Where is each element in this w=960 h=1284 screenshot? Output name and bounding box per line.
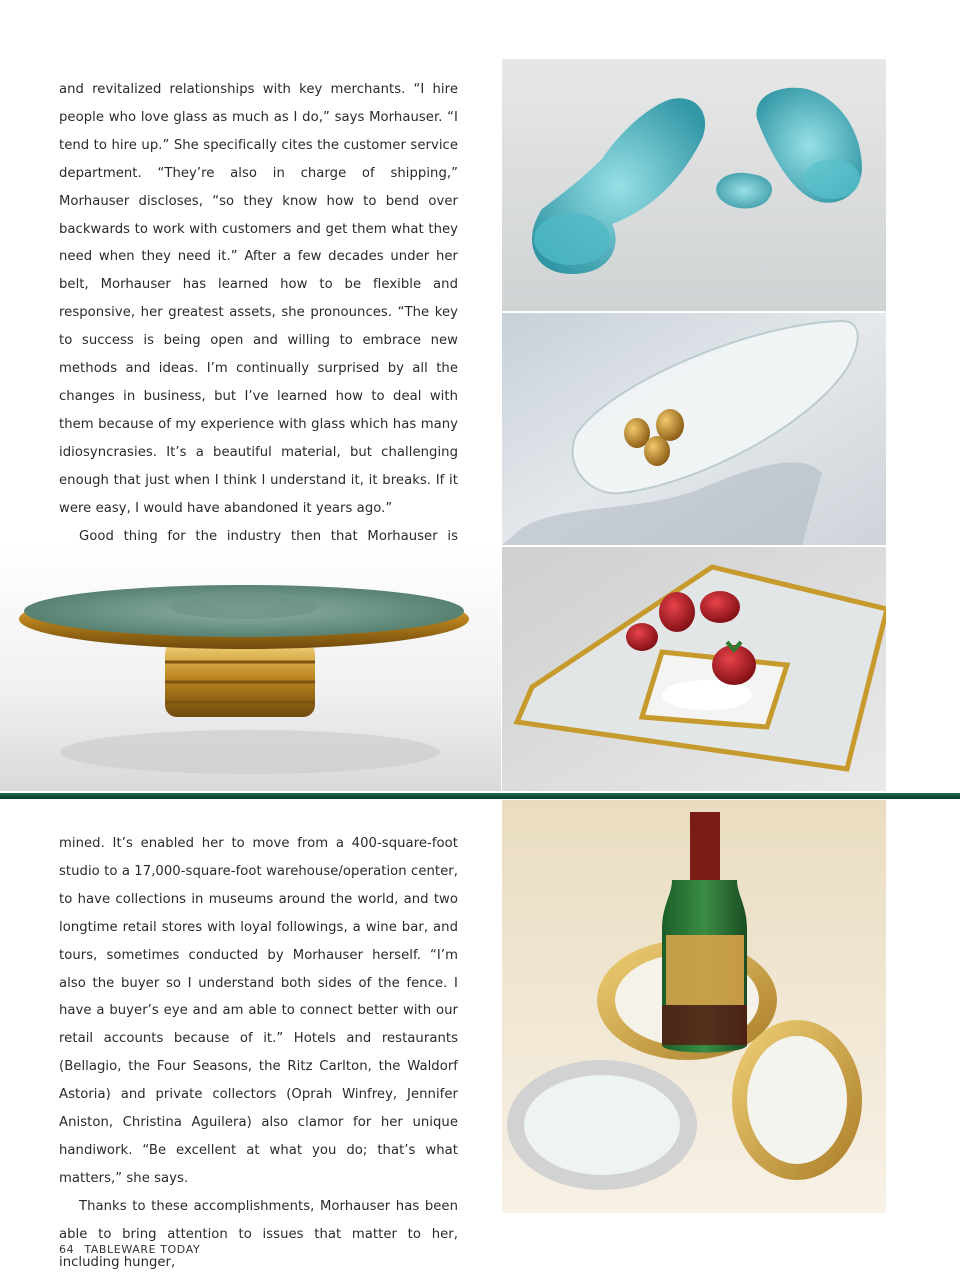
article-paragraph: Thanks to these accomplishments, Morhauser has been able to bring attention to issues that matter to her, including hunger, xyxy=(59,1198,458,1270)
article-column-top xyxy=(59,76,458,578)
article-paragraph: and revitalized relationships with key merchants. “I hire people who love glass as much as I do,” says Morhauser. “I tend to hire up.” She specifically cites the customer service department. “They’re also in charge of shipping,” Morhauser discloses, “so they know how to bend over backwards to work with customers and get them what they need when they need it.” After a few decades under her belt, Morhauser has learned how to be flexible and responsive, her greatest assets, she pronounces. “The key to success is being open and willing to embrace new methods and ideas. I’m continually surprised by all the changes in business, but I’ve learned how to deal with them because of my experience with glass which has many idiosyncrasies. It’s a beautiful material, but challenging enough that just when I think I understand it, it breaks. If it were easy, I would have abandoned it years ago.” xyxy=(59,82,458,516)
seahorse-dishes-photo xyxy=(502,59,886,311)
page-footer xyxy=(59,1243,200,1256)
cake-stand-photo xyxy=(0,547,501,791)
article-paragraph: Good thing for the industry then that Morhauser is xyxy=(79,528,458,544)
oblong-platter-photo xyxy=(502,313,886,545)
article-column-bottom xyxy=(59,830,458,1277)
strawberry-plates-photo xyxy=(502,547,886,791)
section-divider xyxy=(0,793,960,799)
publication-name: TABLEWARE TODAY xyxy=(84,1243,201,1256)
article-paragraph: mined. It’s enabled her to move from a 400-square-foot studio to a 17,000-square-foot warehouse/operation center, to have collections in museums around the world, and two longtime retail stores with loyal followings, a wine bar, and tours, sometimes conducted by Morhauser herself. “I’m also the buyer so I understand both sides of the fence. I have a buyer’s eye and am able to connect better with our retail accounts because of it.” Hotels and restaurants (Bellagio, the Four Seasons, the Ritz Carlton, the Waldorf Astoria) and private collectors (Oprah Winfrey, Jennifer Aniston, Christina Aguilera) also clamor for her unique handiwork. “Be excellent at what you do; that’s what matters,” she says. xyxy=(59,836,458,1186)
wine-bowls-photo xyxy=(502,800,886,1213)
page-number: 64 xyxy=(59,1243,75,1256)
